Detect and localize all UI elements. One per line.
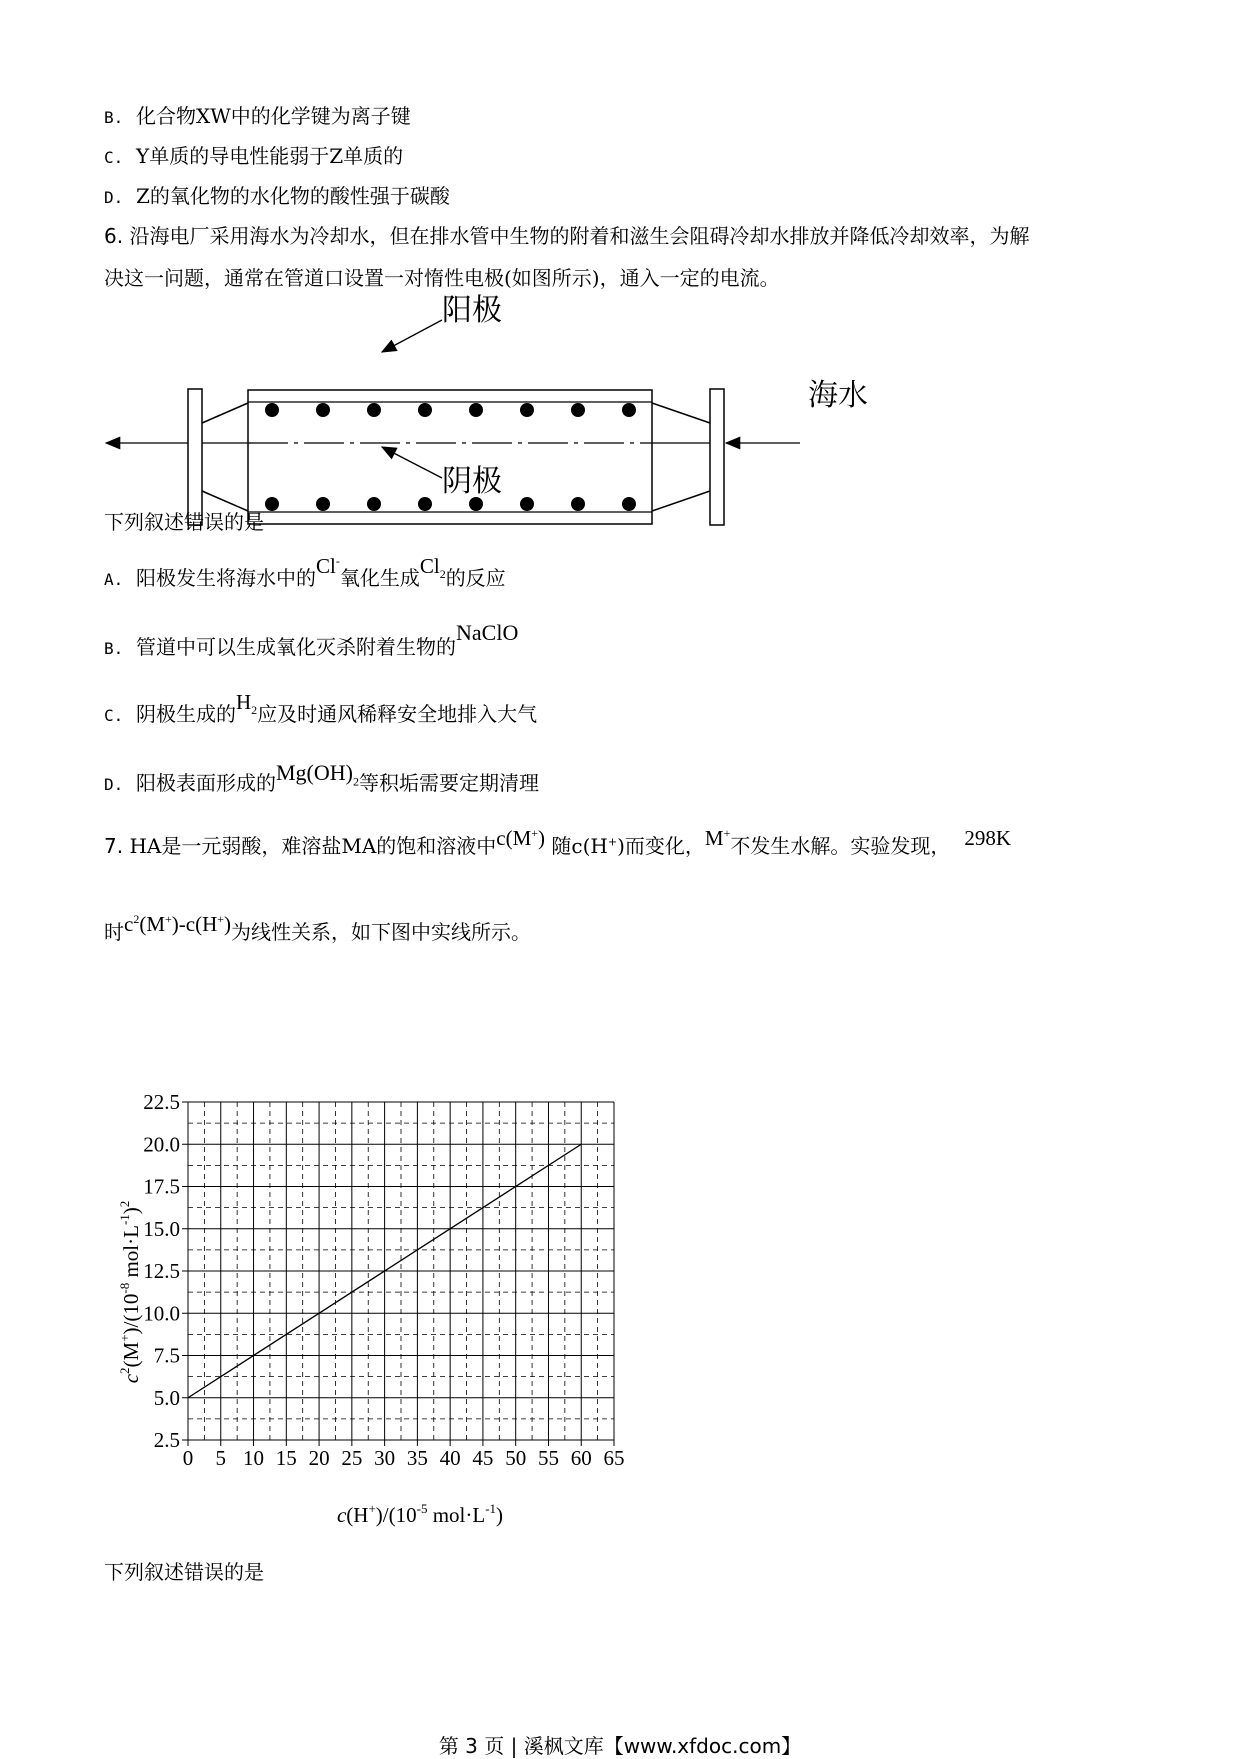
mgoh2-formula: $Mg(OH)_2$ <box>276 760 359 789</box>
option-letter: C. <box>104 706 124 725</box>
x-tick-label: 25 <box>341 1446 363 1470</box>
option-letter: D. <box>104 188 124 207</box>
option-letter: B. <box>104 639 124 658</box>
q6-option-c <box>104 690 538 730</box>
option-letter: A. <box>104 570 124 589</box>
stem-text: HA是一元弱酸，难溶盐MA的饱和溶液中 <box>129 834 497 858</box>
right-flange <box>710 389 724 525</box>
y-tick-label: 7.5 <box>153 1343 180 1368</box>
q5-option-d <box>104 184 450 208</box>
y-tick-label: 2.5 <box>153 1428 180 1452</box>
x-tick-label: 0 <box>182 1446 194 1470</box>
stem-text: 为线性关系，如下图中实线所示。 <box>231 920 532 944</box>
y-tick-label: 20.0 <box>143 1132 180 1157</box>
y-tick-label: 22.5 <box>143 1090 180 1114</box>
y-tick-label: 15.0 <box>143 1216 180 1241</box>
y-axis-label: $c^2(M^+)/(10^{-8}$ $mol\cdot L^{-1})^2$ <box>117 1200 143 1384</box>
c2M-vs-cH-chart <box>100 1090 740 1530</box>
x-tick-labels <box>183 1446 625 1470</box>
option-text: 氧化生成 <box>339 566 420 590</box>
q6-stem-line1 <box>104 224 1029 248</box>
q5-option-c <box>104 144 403 168</box>
mplus-formula: M+ <box>704 826 731 850</box>
cM-formula: c(M+) <box>496 826 546 850</box>
x-tick-label: 20 <box>308 1446 330 1470</box>
x-tick-label: 5 <box>215 1446 227 1470</box>
q6-option-a <box>104 554 506 594</box>
cathode-label: 阴极 <box>442 465 502 498</box>
anode-label: 阳极 <box>442 294 502 327</box>
option-text: 阴极生成的 <box>136 702 236 726</box>
option-letter: C. <box>104 148 124 167</box>
option-letter: B. <box>104 108 124 127</box>
q5-option-b <box>104 104 411 128</box>
x-axis-label: $c(H^+)/(10^{-5}$ $mol\cdot L^{-1}$) <box>336 1501 504 1527</box>
x-tick-label: 50 <box>505 1446 527 1470</box>
x-tick-label: 40 <box>439 1446 461 1470</box>
option-text: 阳极表面形成的 <box>136 771 276 795</box>
option-letter: D. <box>104 775 124 794</box>
question-number: 6. <box>104 224 124 248</box>
stem-text: 时 <box>104 920 124 944</box>
anode-pointer <box>382 320 442 352</box>
chart-grid <box>182 1102 614 1446</box>
option-text: 化合物XW中的化学键为离子键 <box>136 104 411 128</box>
temperature-value: 298K <box>964 826 1012 850</box>
x-tick-label: 35 <box>406 1446 428 1470</box>
x-tick-label: 15 <box>275 1446 297 1470</box>
y-tick-label: 10.0 <box>143 1301 180 1326</box>
q6-stem-line2: 决这一问题，通常在管道口设置一对惰性电极(如图所示)，通入一定的电流。 <box>104 266 780 290</box>
stem-text: 沿海电厂采用海水为冷却水，但在排水管中生物的附着和滋生会阻碍冷却水排放并降低冷却效率，为解 <box>129 224 1030 248</box>
x-tick-label: 55 <box>537 1446 559 1470</box>
pipe-body <box>248 390 652 524</box>
y-tick-labels <box>143 1090 180 1452</box>
option-text: 的反应 <box>445 566 506 590</box>
y-tick-label: 12.5 <box>143 1259 180 1283</box>
q6-option-d <box>104 760 539 799</box>
option-text: 等积垢需要定期清理 <box>359 771 539 795</box>
hydrogen-formula: $H_2$ <box>236 690 258 718</box>
chloride-formula: Cl- <box>316 554 340 578</box>
x-tick-label: 30 <box>374 1446 396 1470</box>
option-text: 应及时通风稀释安全地排入大气 <box>257 702 538 726</box>
y-tick-label: 5.0 <box>153 1385 180 1410</box>
q6-prompt: 下列叙述错误的是 <box>104 510 264 534</box>
x-tick-label: 45 <box>472 1446 494 1470</box>
y-tick-label: 17.5 <box>143 1174 180 1199</box>
naclo-formula: NaClO <box>456 620 519 645</box>
option-text: 阳极发生将海水中的 <box>136 566 316 590</box>
q7-prompt: 下列叙述错误的是 <box>104 1560 264 1584</box>
linear-relation-formula: $c^2(M^+)-c(H^+)$ <box>124 912 232 936</box>
seawater-label: 海水 <box>808 379 868 412</box>
stem-text: 随c(H+)而变化， <box>551 834 705 858</box>
option-text: 管道中可以生成氧化灭杀附着生物的 <box>136 635 456 659</box>
q7-stem-line2 <box>104 912 532 945</box>
page-footer: 第 3 页 | 溪枫文库【www.xfdoc.com】 <box>438 1734 802 1758</box>
q6-option-b <box>104 620 519 660</box>
stem-text: 不发生水解。实验发现， <box>730 834 951 858</box>
q7-stem-line1 <box>104 826 1012 859</box>
x-tick-label: 10 <box>243 1446 265 1470</box>
question-number: 7. <box>104 834 124 858</box>
chlorine-formula: $Cl_2$ <box>419 554 446 582</box>
x-tick-label: 60 <box>570 1446 592 1470</box>
left-flange <box>188 389 202 525</box>
option-text: Z的氧化物的水化物的酸性强于碳酸 <box>136 184 450 208</box>
x-tick-label: 65 <box>603 1446 625 1470</box>
option-text: Y单质的导电性能弱于Z单质的 <box>136 144 404 168</box>
